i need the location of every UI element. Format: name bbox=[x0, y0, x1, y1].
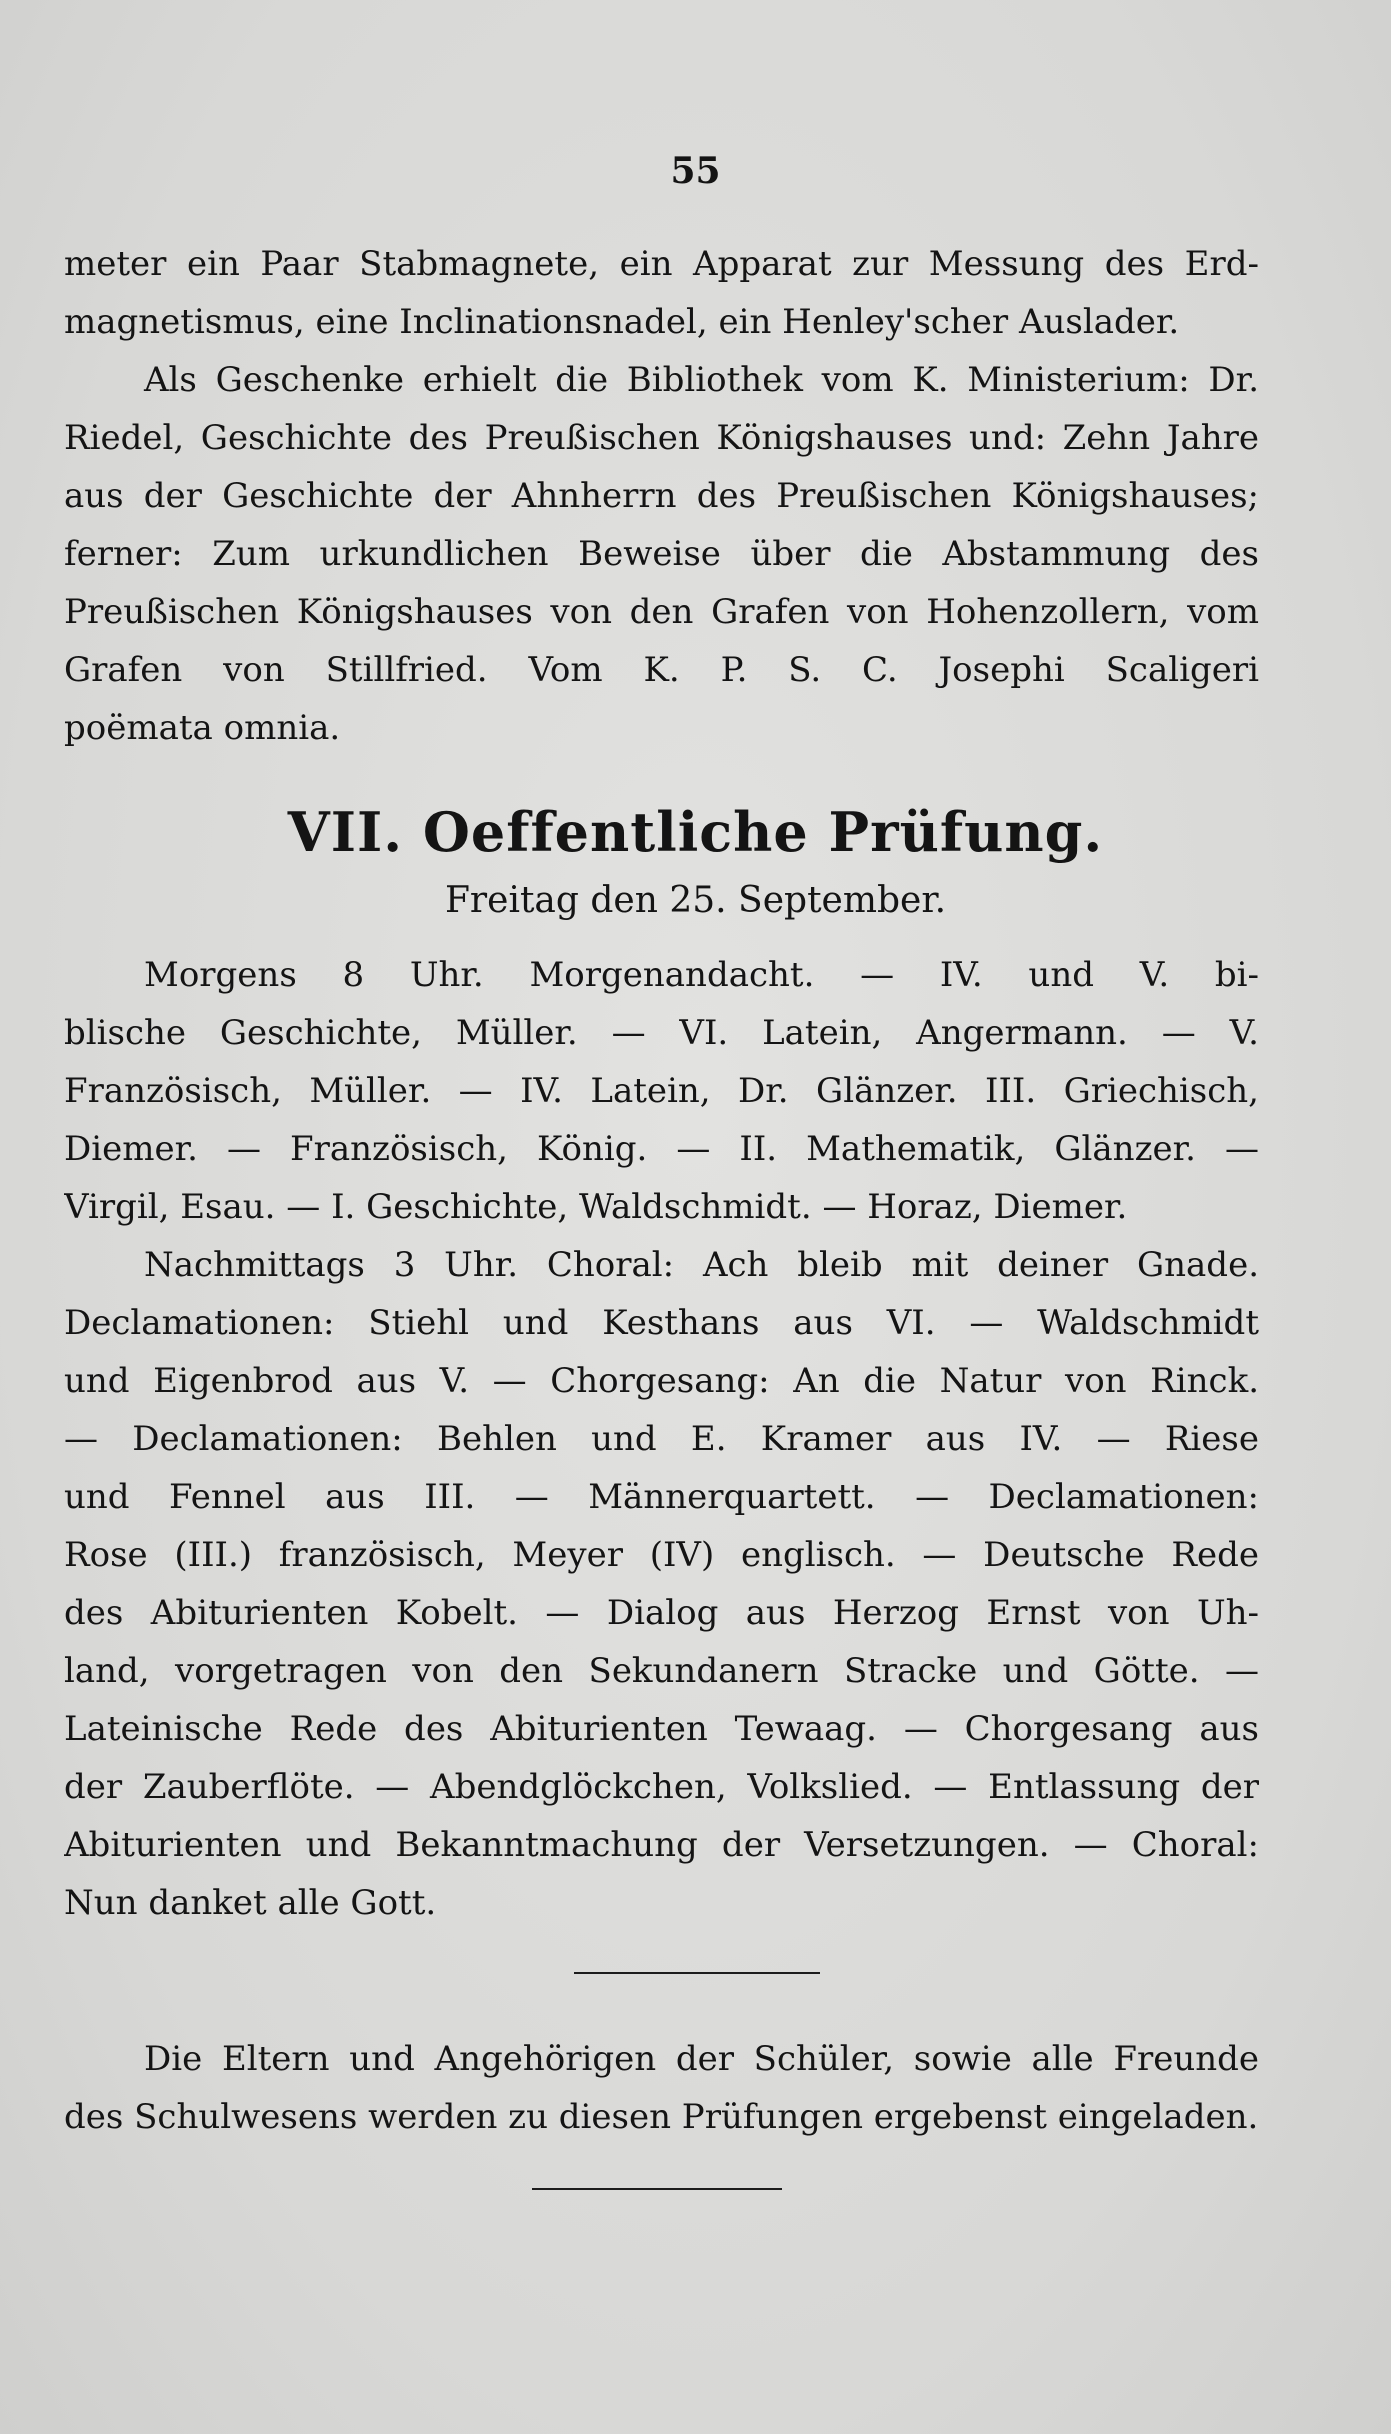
text-line: blische Geschichte, Müller. — VI. Latein, Angermann. — V. bbox=[64, 1013, 1259, 1053]
exam-schedule bbox=[64, 946, 1259, 1932]
text-line: Riedel, Geschichte des Preußischen Königshauses und: Zehn Jahre bbox=[64, 418, 1259, 458]
text-line: ferner: Zum urkundlichen Beweise über die Abstammung des bbox=[64, 534, 1259, 574]
text-line: Rose (III.) französisch, Meyer (IV) englisch. — Deutsche Rede bbox=[64, 1535, 1259, 1575]
text-line: Lateinische Rede des Abiturienten Tewaag. — Chorgesang aus bbox=[64, 1709, 1259, 1749]
text-line: Die Eltern und Angehörigen der Schüler, sowie alle Freunde bbox=[144, 2039, 1259, 2079]
page-number: 55 bbox=[670, 150, 721, 192]
divider-rule bbox=[532, 2188, 782, 2190]
text-line: des Abiturienten Kobelt. — Dialog aus Herzog Ernst von Uh- bbox=[64, 1593, 1259, 1633]
text-line: Preußischen Königshauses von den Grafen von Hohenzollern, vom bbox=[64, 592, 1259, 632]
text-line: und Fennel aus III. — Männerquartett. — Declamationen: bbox=[64, 1477, 1259, 1517]
text-line: Nachmittags 3 Uhr. Choral: Ach bleib mit deiner Gnade. bbox=[144, 1245, 1259, 1285]
divider-rule bbox=[574, 1972, 820, 1974]
text-line: land, vorgetragen von den Sekundanern Stracke und Götte. — bbox=[64, 1651, 1259, 1691]
section-heading: VII. Oeffentliche Prüfung. bbox=[287, 800, 1104, 864]
text-line: Declamationen: Stiehl und Kesthans aus VI. — Waldschmidt bbox=[64, 1303, 1259, 1343]
text-line: — Declamationen: Behlen und E. Kramer aus IV. — Riese bbox=[64, 1419, 1259, 1459]
text-line: Abiturienten und Bekanntmachung der Versetzungen. — Choral: bbox=[64, 1825, 1259, 1865]
closing-paragraph bbox=[64, 2030, 1259, 2146]
text-line: Morgens 8 Uhr. Morgenandacht. — IV. und V. bi- bbox=[144, 955, 1259, 995]
text-line: Als Geschenke erhielt die Bibliothek vom K. Ministerium: Dr. bbox=[144, 360, 1259, 400]
section-date: Freitag den 25. September. bbox=[444, 880, 947, 921]
text-line: Französisch, Müller. — IV. Latein, Dr. Glänzer. III. Griechisch, bbox=[64, 1071, 1259, 1111]
text-line: meter ein Paar Stabmagnete, ein Apparat zur Messung des Erd- bbox=[64, 244, 1259, 284]
text-line: des Schulwesens werden zu diesen Prüfungen ergebenst eingeladen. bbox=[64, 2097, 1259, 2137]
text-line: Grafen von Stillfried. Vom K. P. S. C. Josephi Scaligeri bbox=[64, 650, 1259, 690]
text-line: Diemer. — Französisch, König. — II. Mathematik, Glänzer. — bbox=[64, 1129, 1259, 1169]
intro-paragraph bbox=[64, 235, 1259, 757]
text-line: Nun danket alle Gott. bbox=[64, 1883, 437, 1923]
text-line: Virgil, Esau. — I. Geschichte, Waldschmidt. — Horaz, Diemer. bbox=[64, 1187, 1128, 1227]
text-line: magnetismus, eine Inclinationsnadel, ein Henley'scher Auslader. bbox=[64, 302, 1180, 342]
text-line: aus der Geschichte der Ahnherrn des Preußischen Königshauses; bbox=[64, 476, 1259, 516]
text-line: und Eigenbrod aus V. — Chorgesang: An die Natur von Rinck. bbox=[64, 1361, 1259, 1401]
text-line: der Zauberflöte. — Abendglöckchen, Volkslied. — Entlassung der bbox=[64, 1767, 1259, 1807]
text-line: poëmata omnia. bbox=[64, 708, 341, 748]
